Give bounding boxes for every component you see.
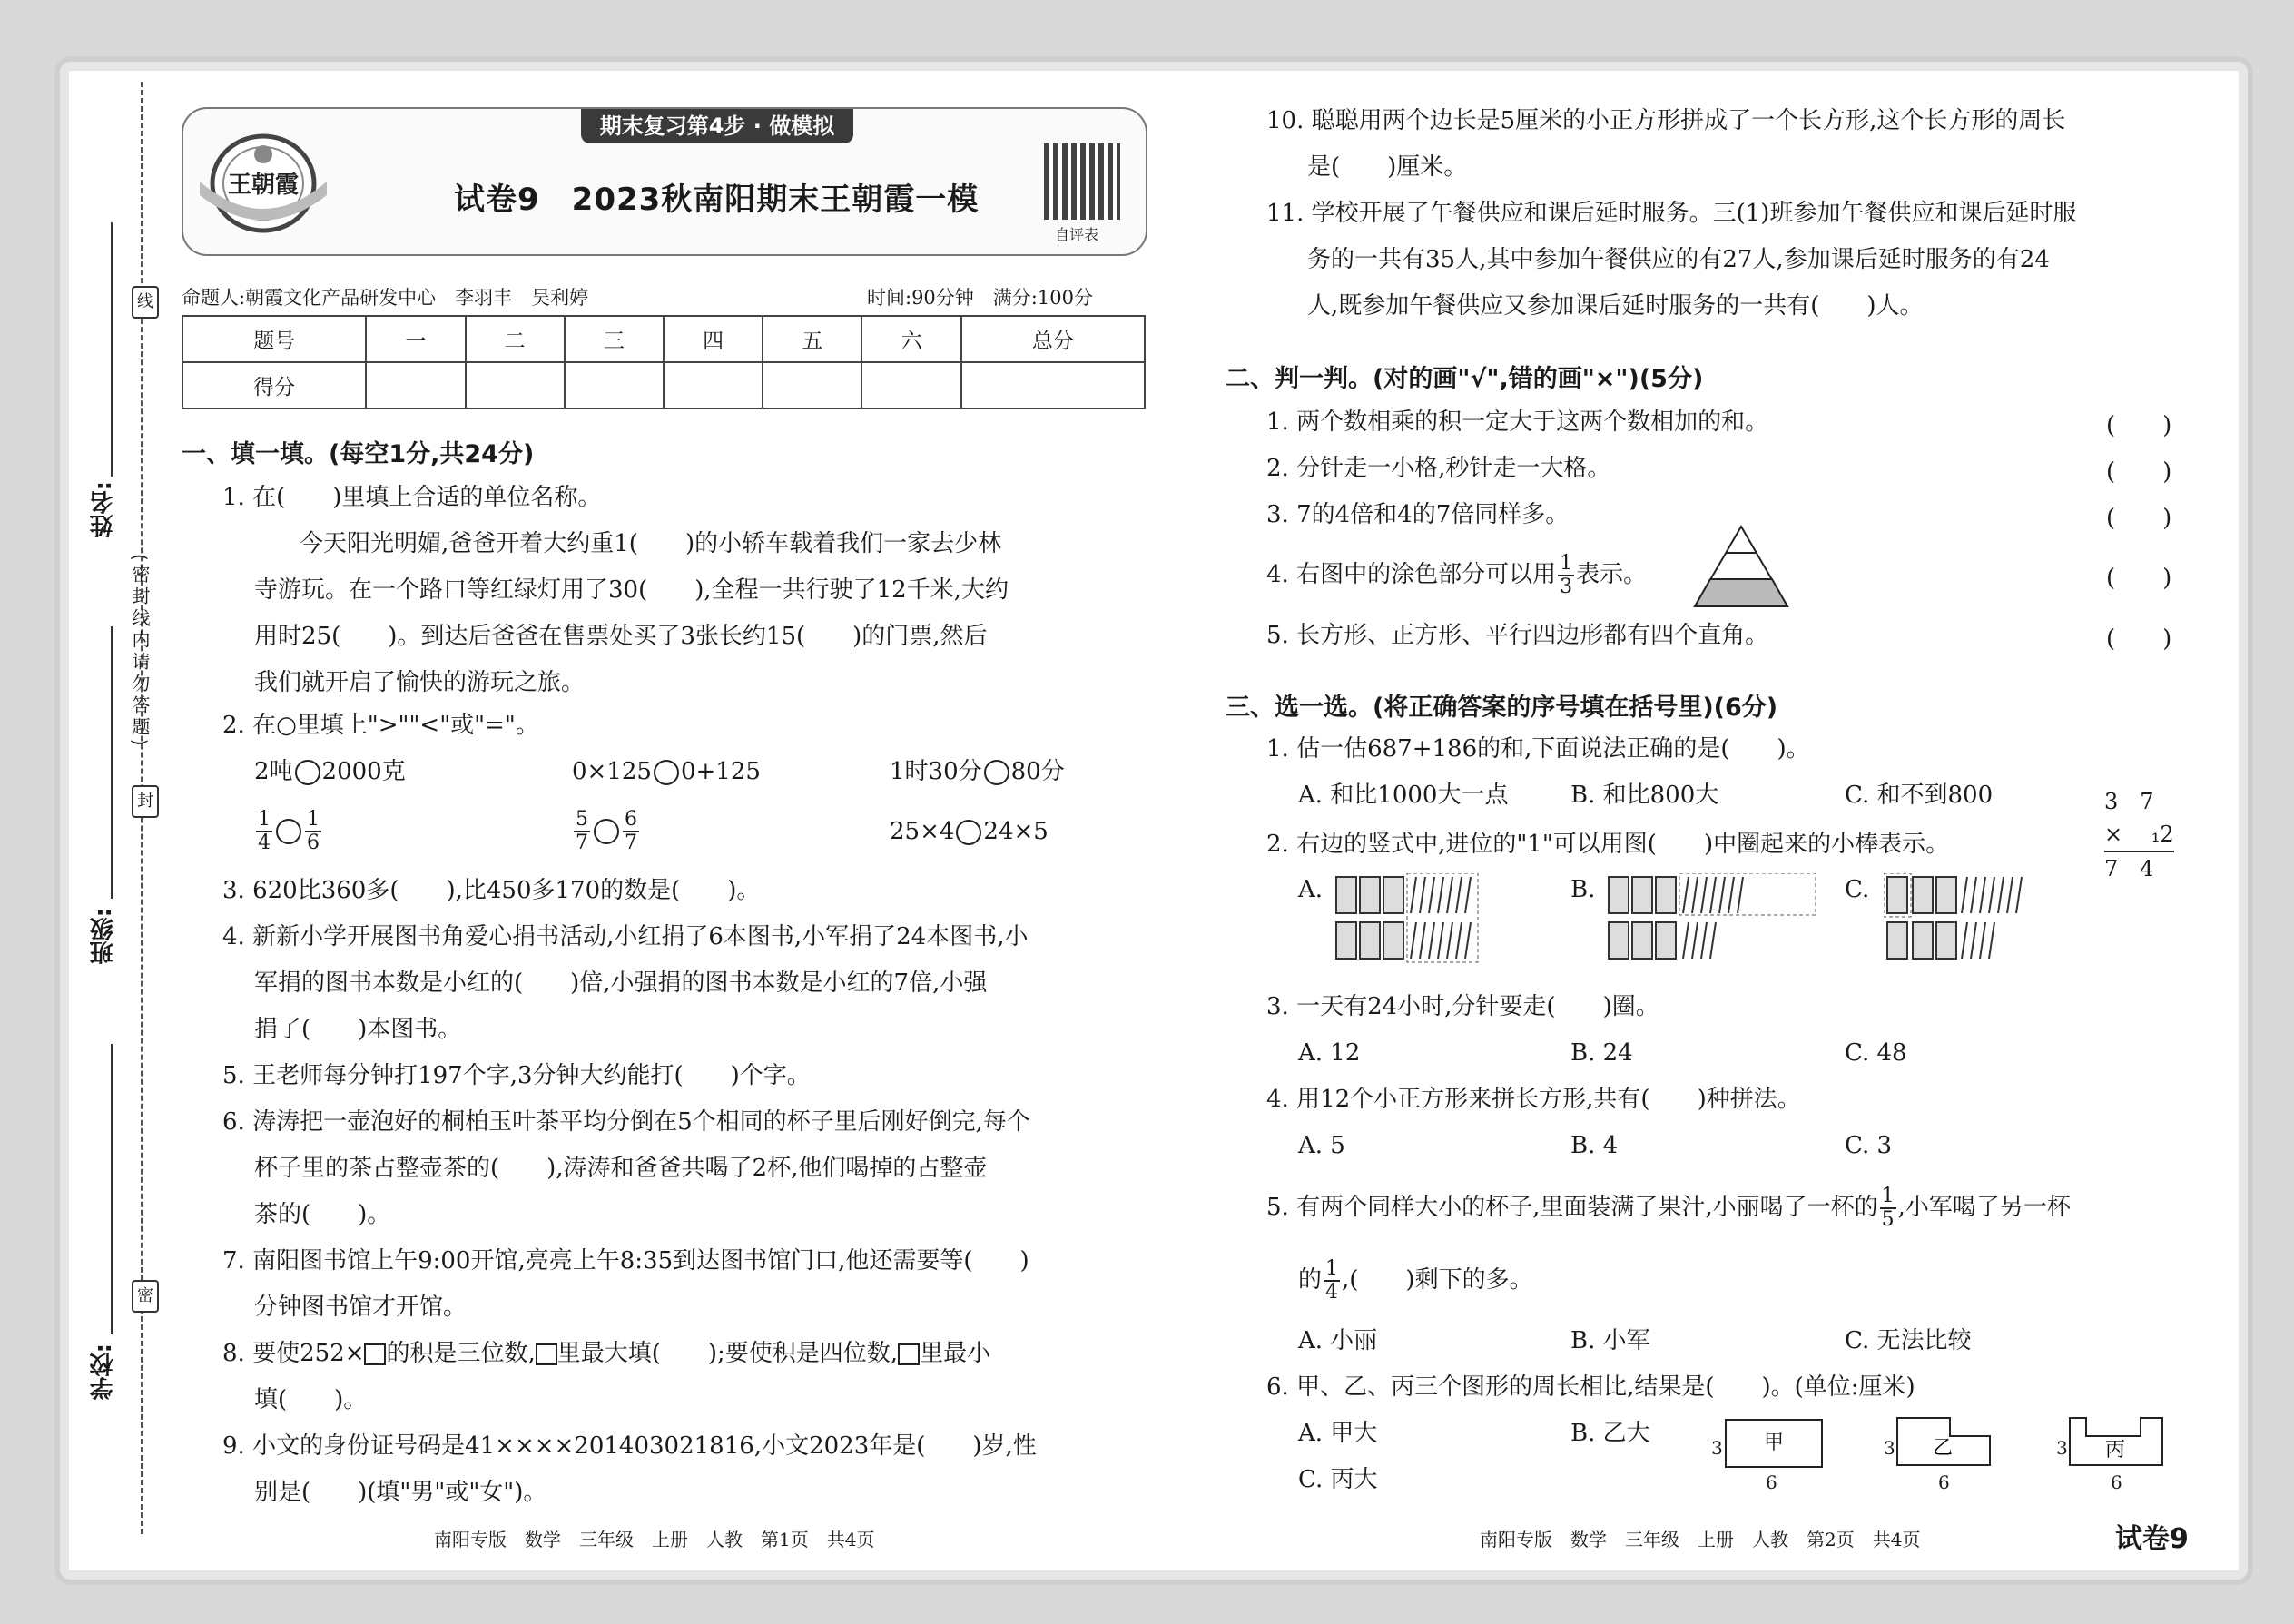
question-6-line: 茶的( )。	[254, 1201, 391, 1228]
question-1-line: 用时25( )。到达后爸爸在售票处买了3张长约15( )的门票,然后	[254, 623, 988, 650]
compare-right: 0+125	[680, 758, 761, 785]
fraction: $\frac{6}{7}$	[625, 808, 637, 854]
judge-1: 1. 两个数相乘的积一定大于这两个数相加的和。	[1266, 408, 1769, 436]
option-a[interactable]: A. 5	[1298, 1132, 1345, 1159]
question-10: 10. 聪聪用两个边长是5厘米的小正方形拼成了一个长方形,这个长方形的周长	[1266, 107, 2066, 134]
score-header-cell: 一	[366, 316, 465, 362]
judge-4: 4. 右图中的涂色部分可以用 $\frac{1}{3}$ 表示。	[1266, 552, 1648, 598]
option-c[interactable]: C. 48	[1845, 1039, 1907, 1067]
choice-3: 3. 一天有24小时,分针要走( )圈。	[1266, 993, 1659, 1020]
compare-item	[254, 749, 406, 795]
score-header-cell: 二	[466, 316, 565, 362]
school-label: 学校:	[90, 1343, 117, 1401]
choice-5: 5. 有两个同样大小的杯子,里面装满了果汁,小丽喝了一杯的 $\frac{1}{5}$ ,小军喝了另一杯	[1266, 1185, 2071, 1231]
question-10-line: 是( )厘米。	[1307, 153, 1468, 181]
answer-paren[interactable]: ( )	[2106, 458, 2172, 486]
compare-item	[572, 808, 641, 854]
question-2: 2. 在○里填上">""<"或"="。	[222, 712, 539, 739]
score-header-cell: 三	[565, 316, 664, 362]
score-cell[interactable]	[466, 362, 565, 408]
score-table	[182, 315, 1146, 409]
choice-1: 1. 估一估687+186的和,下面说法正确的是( )。	[1266, 735, 1810, 763]
judge-5: 5. 长方形、正方形、平行四边形都有四个直角。	[1266, 622, 1769, 649]
option-a[interactable]: A. 和比1000大一点	[1298, 782, 1509, 809]
compare-circle[interactable]	[295, 760, 320, 785]
question-8: 8. 要使252× 的积是三位数, 里最大填( );要使积是四位数, 里最小	[222, 1340, 991, 1367]
footer-page-1: 南阳专版 数学 三年级 上册 人教 第1页 共4页	[434, 1529, 875, 1550]
calc-line: 3 7	[2104, 789, 2154, 814]
score-cell[interactable]	[664, 362, 763, 408]
question-9: 9. 小文的身份证号码是41××××201403021816,小文2023年是( )岁,性	[222, 1432, 1037, 1460]
score-header-cell: 总分	[961, 316, 1145, 362]
seal-notice: (密封线内请勿答题)	[129, 554, 151, 750]
question-4: 4. 新新小学开展图书角爱心捐书活动,小红捐了6本图书,小军捐了24本图书,小	[222, 923, 1029, 950]
fraction: $\frac{1}{3}$	[1560, 552, 1573, 598]
figure-height-label: 3	[1884, 1437, 1895, 1459]
question-1: 1. 在( )里填上合适的单位名称。	[222, 484, 602, 511]
fraction: $\frac{1}{4}$	[1325, 1257, 1339, 1304]
blank-box[interactable]	[364, 1343, 386, 1365]
option-b[interactable]: B. 和比800大	[1570, 782, 1719, 809]
figure-width-label: 6	[2111, 1471, 2122, 1493]
compare-item	[890, 749, 1065, 795]
fraction: $\frac{1}{6}$	[307, 808, 320, 854]
judge-3: 3. 7的4倍和4的7倍同样多。	[1266, 501, 1570, 528]
question-8-line: 填( )。	[254, 1386, 368, 1413]
choice-4: 4. 用12个小正方形来拼长方形,共有( )种拼法。	[1266, 1086, 1801, 1113]
score-header-cell: 四	[664, 316, 763, 362]
triangle-figure	[1693, 525, 1789, 608]
calc-line: 7 4	[2104, 851, 2174, 885]
logo-text: 王朝霞	[227, 172, 300, 199]
school-line	[111, 1044, 113, 1334]
option-b[interactable]: B. 乙大	[1570, 1420, 1650, 1447]
question-5: 5. 王老师每分钟打197个字,3分钟大约能打( )个字。	[222, 1062, 811, 1089]
answer-paren[interactable]: ( )	[2106, 565, 2172, 592]
name-label: 姓名:	[90, 481, 117, 538]
sticks-figure-c	[1884, 873, 2092, 964]
answer-paren[interactable]: ( )	[2106, 505, 2172, 532]
fraction: $\frac{1}{4}$	[258, 808, 271, 854]
question-1-line: 今天阳光明媚,爸爸开着大约重1( )的小轿车载着我们一家去少林	[300, 530, 1002, 557]
option-a[interactable]: A.	[1298, 876, 1324, 903]
question-4-line: 捐了( )本图书。	[254, 1016, 462, 1043]
question-1-line: 寺游玩。在一个路口等红绿灯用了30( ),全程一共行驶了12千米,大约	[254, 576, 1009, 604]
compare-left: 0×125	[572, 758, 652, 785]
question-9-line: 别是( )(填"男"或"女")。	[254, 1479, 547, 1506]
option-a[interactable]: A. 甲大	[1298, 1420, 1378, 1447]
figure-width-label: 6	[1938, 1471, 1950, 1493]
figure-width-label: 6	[1766, 1471, 1777, 1493]
compare-circle[interactable]	[654, 760, 679, 785]
question-1-line: 我们就开启了愉快的游玩之旅。	[254, 669, 586, 696]
class-line	[111, 626, 113, 899]
exam-authors: 命题人:朝霞文化产品研发中心 李羽丰 吴利婷	[182, 287, 589, 309]
figure-yi-label: 乙	[1932, 1437, 1954, 1460]
option-b[interactable]: B. 4	[1570, 1132, 1619, 1159]
question-11-line: 人,既参加午餐供应又参加课后延时服务的一共有( )人。	[1307, 292, 1924, 320]
option-b[interactable]: B. 小军	[1570, 1327, 1650, 1354]
step-tab: 期末复习第4步 · 做模拟	[581, 109, 853, 143]
footer-page-2: 南阳专版 数学 三年级 上册 人教 第2页 共4页	[1480, 1529, 1921, 1550]
score-header-cell: 五	[763, 316, 861, 362]
compare-right: 2000克	[321, 758, 406, 785]
figure-bing-label: 丙	[2104, 1439, 2126, 1462]
figure-jia: 甲	[1725, 1419, 1823, 1468]
sticks-figure-a	[1334, 873, 1543, 964]
brand-logo	[191, 127, 336, 236]
exam-time: 时间:90分钟 满分:100分	[867, 287, 1093, 309]
compare-left: 25×4	[890, 818, 955, 845]
option-a[interactable]: A. 小丽	[1298, 1327, 1378, 1354]
section-3-title: 三、选一选。(将正确答案的序号填在括号里)(6分)	[1226, 694, 1778, 722]
option-c[interactable]: C. 3	[1845, 1132, 1893, 1159]
option-c[interactable]: C.	[1845, 876, 1870, 903]
question-7: 7. 南阳图书馆上午9:00开馆,亮亮上午8:35到达图书馆门口,他还需要等( )	[222, 1247, 1029, 1275]
seal-xian: 线	[132, 286, 159, 319]
answer-paren[interactable]: ( )	[2106, 412, 2172, 439]
name-line	[111, 222, 113, 477]
compare-right: 24×5	[983, 818, 1049, 845]
score-row-label: 得分	[182, 362, 366, 408]
score-cell[interactable]	[763, 362, 861, 408]
sticks-figure-b	[1607, 873, 1816, 964]
choice-5-line: 的 $\frac{1}{4}$ ,( )剩下的多。	[1298, 1257, 1533, 1304]
question-7-line: 分钟图书馆才开馆。	[254, 1294, 468, 1321]
score-cell[interactable]	[961, 362, 1145, 408]
answer-paren[interactable]: ( )	[2106, 625, 2172, 653]
score-header-cell: 六	[861, 316, 960, 362]
option-b[interactable]: B. 24	[1570, 1039, 1633, 1067]
blank-box[interactable]	[898, 1343, 920, 1365]
compare-item	[890, 809, 1049, 855]
vertical-calc	[2104, 785, 2174, 885]
option-c[interactable]: C. 无法比较	[1845, 1327, 1972, 1354]
compare-left: 1时30分	[890, 758, 982, 785]
section-1-title: 一、填一填。(每空1分,共24分)	[182, 440, 535, 468]
compare-item	[572, 749, 761, 795]
compare-left: 2吨	[254, 758, 293, 785]
exam-title: 试卷9 2023秋南阳期末王朝霞一模	[454, 182, 980, 218]
question-3: 3. 620比360多( ),比450多170的数是( )。	[222, 877, 761, 904]
score-cell[interactable]	[861, 362, 960, 408]
compare-item	[254, 808, 323, 854]
section-2-title: 二、判一判。(对的画"√",错的画"×")(5分)	[1226, 365, 1704, 393]
judge-2: 2. 分针走一小格,秒针走一大格。	[1266, 455, 1611, 482]
class-label: 班级:	[90, 908, 117, 965]
qr-caption: 自评表	[1055, 226, 1099, 243]
choice-6: 6. 甲、乙、丙三个图形的周长相比,结果是( )。(单位:厘米)	[1266, 1373, 1915, 1401]
option-a[interactable]: A. 12	[1298, 1039, 1361, 1067]
qr-code[interactable]	[1044, 143, 1120, 220]
calc-line: × ₁2	[2104, 822, 2174, 847]
seal-feng: 封	[132, 785, 159, 818]
score-header-row	[182, 316, 1145, 362]
paper-number-tag: 试卷9	[2115, 1523, 2189, 1555]
compare-circle[interactable]	[984, 760, 1009, 785]
compare-circle[interactable]	[956, 820, 981, 845]
option-c[interactable]: C. 和不到800	[1845, 782, 1994, 809]
question-6: 6. 涛涛把一壶泡好的桐柏玉叶茶平均分倒在5个相同的杯子里后刚好倒完,每个	[222, 1108, 1030, 1136]
fraction: $\frac{5}{7}$	[576, 808, 588, 854]
compare-right: 80分	[1010, 758, 1065, 785]
score-value-row	[182, 362, 1145, 408]
score-cell[interactable]	[565, 362, 664, 408]
score-cell[interactable]	[366, 362, 465, 408]
option-c[interactable]: C. 丙大	[1298, 1466, 1378, 1493]
question-11-line: 务的一共有35人,其中参加午餐供应的有27人,参加课后延时服务的有24	[1307, 246, 2050, 273]
compare-circle[interactable]	[276, 819, 301, 844]
score-header-cell: 题号	[182, 316, 366, 362]
figure-height-label: 3	[1711, 1437, 1723, 1459]
question-4-line: 军捐的图书本数是小红的( )倍,小强捐的图书本数是小红的7倍,小强	[254, 969, 988, 997]
compare-circle[interactable]	[594, 819, 619, 844]
blank-box[interactable]	[536, 1343, 557, 1365]
seal-mi: 密	[132, 1280, 159, 1313]
question-6-line: 杯子里的茶占整壶茶的( ),涛涛和爸爸共喝了2杯,他们喝掉的占整壶	[254, 1155, 988, 1182]
choice-2: 2. 右边的竖式中,进位的"1"可以用图( )中圈起来的小棒表示。	[1266, 831, 1950, 858]
figure-height-label: 3	[2056, 1437, 2068, 1459]
question-11: 11. 学校开展了午餐供应和课后延时服务。三(1)班参加午餐供应和课后延时服	[1266, 200, 2077, 227]
fraction: $\frac{1}{5}$	[1881, 1185, 1895, 1231]
option-b[interactable]: B.	[1570, 876, 1596, 903]
